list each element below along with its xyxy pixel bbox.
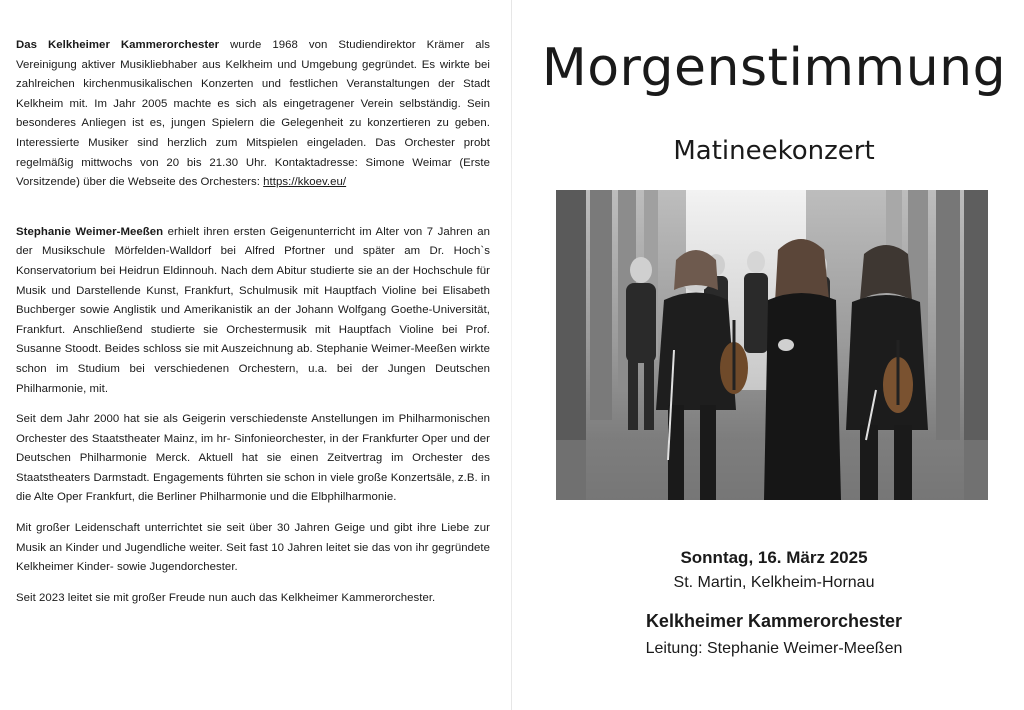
teaching-paragraph: Mit großer Leidenschaft unterrichtet sie seit über 30 Jahren Geige und gibt ihre Liebe zur Musik an Kinder und Jugendliche weiter. Seit fast 10 Jahren leitet sie das von ihr gegründete Kelkheimer Kinder- sowie Jugendorchester. [16,522,490,574]
right-page-cover [528,0,1020,710]
orchestra-website-link[interactable]: https://kkoev.eu/ [263,176,347,189]
orchestra-paragraph [16,36,490,193]
orchestra-name-bold: Das Kelkheimer Kammerorchester [16,39,220,51]
orchestra-description: wurde 1968 von Studiendirektor Krämer als Vereinigung aktiver Musikliebhaber aus Kelkheim und Umgebung gegründet. Es wirkte bei zahlreichen kirchenmusikalischen Konzerten und festlichen Veranstaltungen der Stadt Kelkheim mit. Im Jahr 2005 machte es sich als eingetragener Verein selbständig. Sein besonderes Anliegen ist es, jungen Spielern die Gelegenheit zu konzertieren zu geben. Interessierte Musiker sind herzlich zum Mitspielen eingeladen. Das Orchester probt regelmäßig mittwochs von 20 bis 21.30 Uhr. Kontaktadresse: Simone Weimar (Erste Vorsitzende) über die Webseite des Orchesters: [16,39,491,189]
since-2023-paragraph: Seit 2023 leitet sie mit großer Freude nun auch das Kelkheimer Kammerorchester. [16,591,436,604]
conductor-bio-text: erhielt ihren ersten Geigenunterricht im Alter von 7 Jahren an der Musikschule Mörfelden-Walldorf bei Alfred Pfortner und später am Dr. Hoch`s Konservatorium bei Heidrun Eldinnouh. Nach dem Abitur studierte sie an der Hochschule für Musik und Darstellende Kunst, Frankfurt, Schulmusik mit Hauptfach Violine bei Elisabeth Buchberger sowie Anglistik und Amerikanistik an der Johann Wolfgang Goethe-Universität, Frankfurt. Anschließend studierte sie Orchestermusik mit Hauptfach Violine bei Prof. Susanne Stoodt. Beides schloss sie mit Auszeichnung ab. Stephanie Weimer-Meeßen wirkte schon im Studium bei verschiedenen Orchestern, u.a. bei der Jungen Deutschen Philharmonie, mit. [16,225,490,395]
orchestra-photo [556,190,988,500]
concert-date: Sonntag, 16. März 2025 [680,548,868,567]
page-fold [511,0,512,710]
career-paragraph: Seit dem Jahr 2000 hat sie als Geigerin verschiedenste Anstellungen im Philharmonischen Orchester des Staatstheater Mainz, im hr- Sinfonieorchester, in der Frankfurter Oper und der Deutschen Philharmonie Merck. Aktuell hat sie einen Zeitvertrag im Orchester des Staatstheaters Darmstadt. Engagements führten sie schon in viele große Konzertsäle, z.B. in die Alte Oper Frankfurt, die Berliner Philharmonie und die Elbphilharmonie. [16,413,490,504]
left-page-text [16,36,490,619]
concert-title: Morgenstimmung [541,38,1007,98]
musicians-photo-illustration [556,190,988,500]
orchestra-name: Kelkheimer Kammerorchester [645,611,903,631]
conductor-line: Leitung: Stephanie Weimer-Meeßen [645,640,903,657]
concert-venue: St. Martin, Kelkheim-Hornau [673,574,875,591]
conductor-bio-paragraph [16,223,490,399]
concert-subtitle: Matineekonzert [673,136,875,166]
conductor-name-bold: Stephanie Weimer-Meeßen [16,225,164,238]
